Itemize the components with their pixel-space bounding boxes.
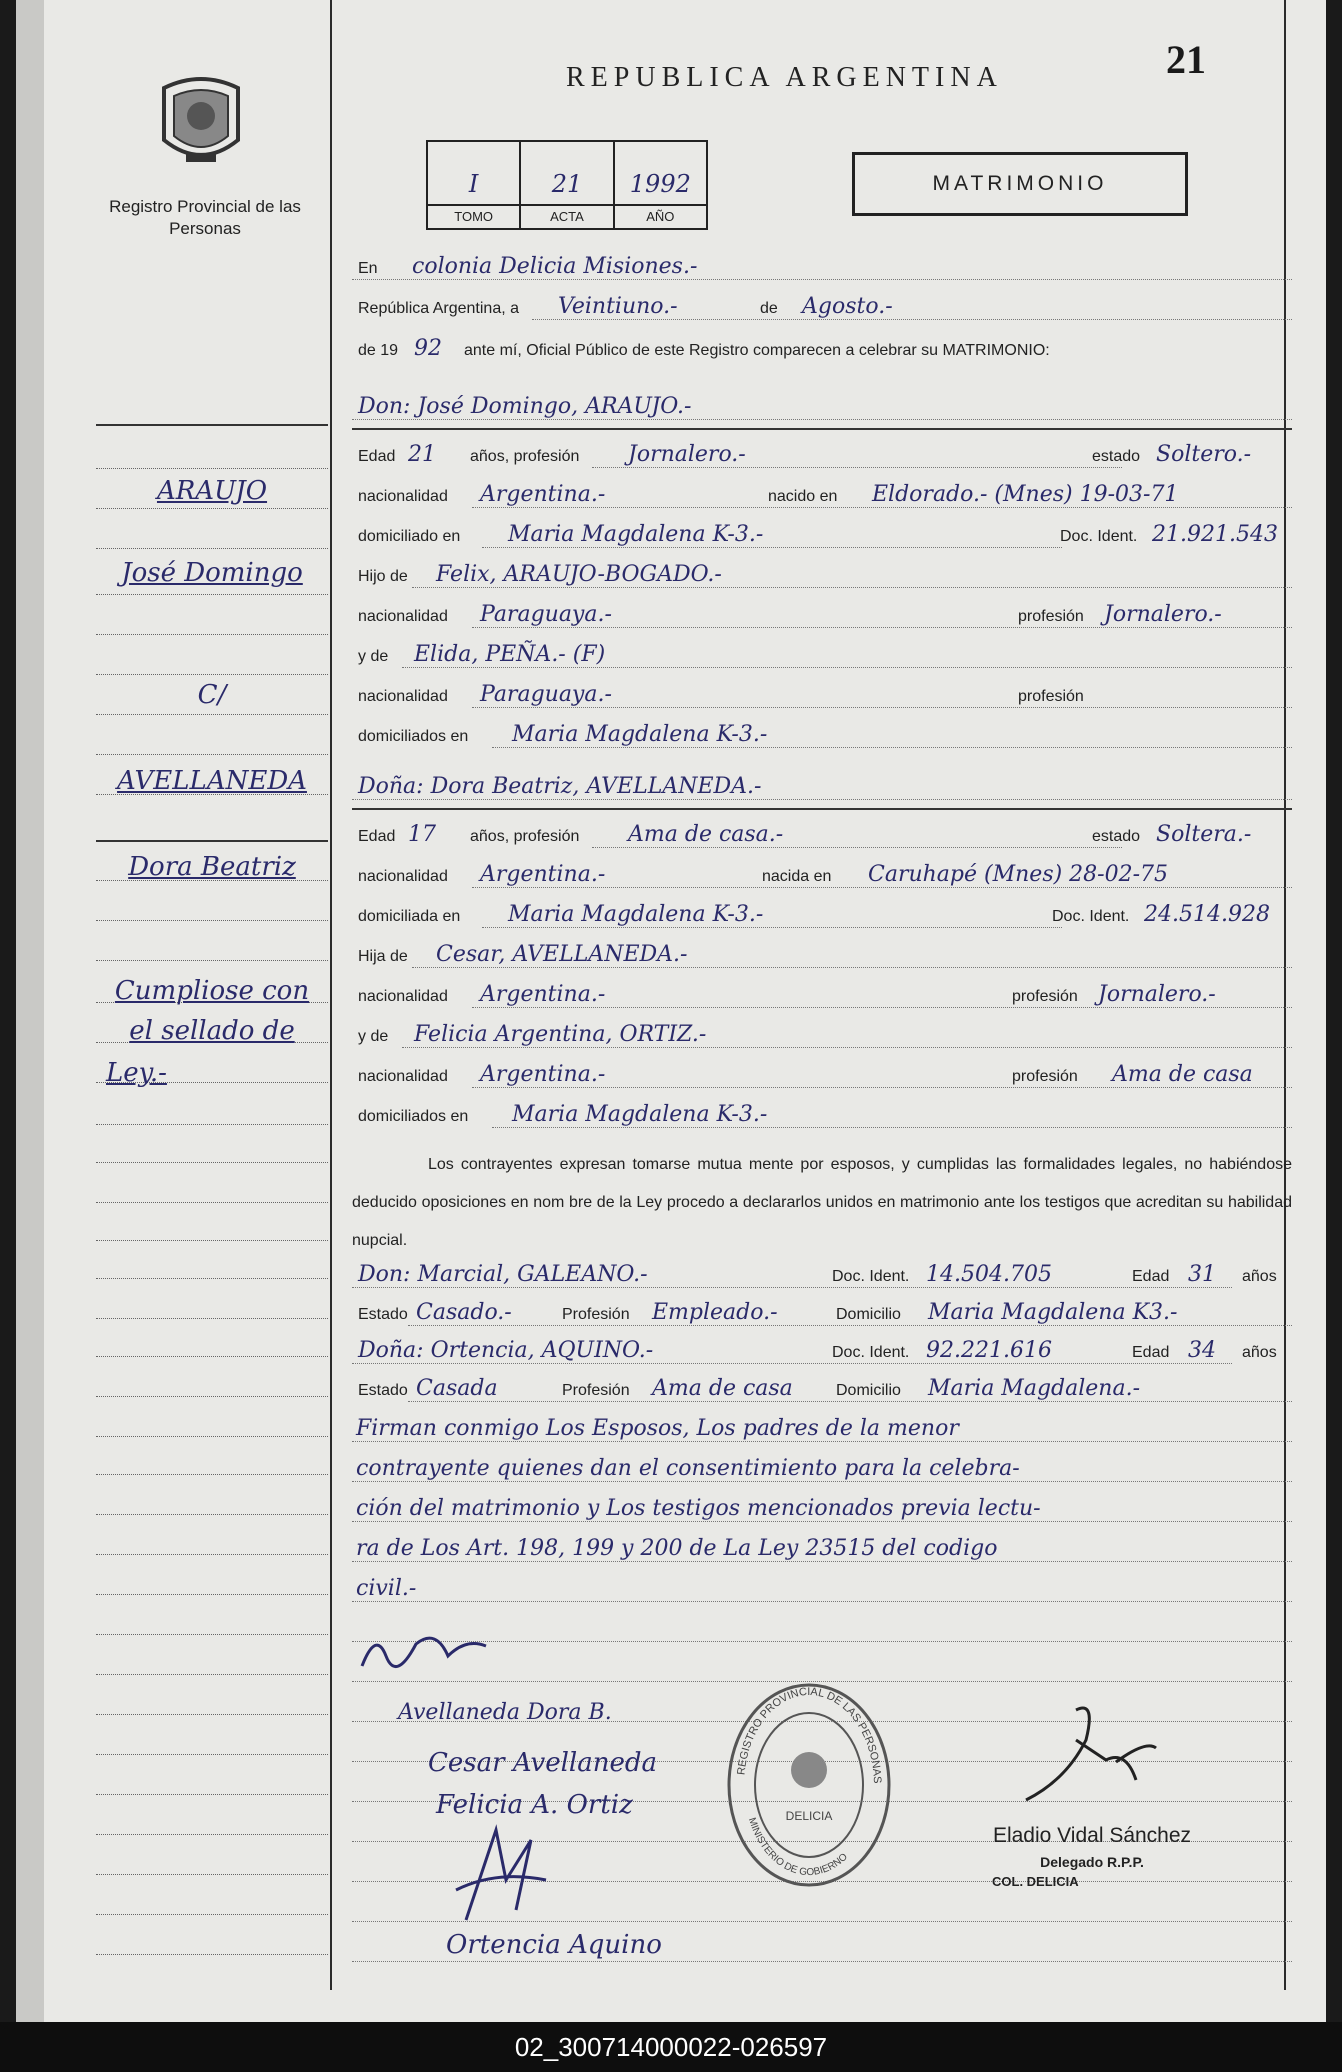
acta-label: ACTA: [521, 204, 612, 228]
row-bride-name: [352, 772, 1292, 802]
signature-official-icon: [1006, 1700, 1166, 1820]
margin-note-2: el sellado de: [129, 1016, 295, 1046]
bride-state: Soltera.-: [1156, 822, 1252, 847]
bride-nationality: Argentina.-: [480, 862, 606, 887]
groom-born-label: nacido en: [768, 488, 838, 505]
witness1-age: 31: [1188, 1262, 1216, 1287]
witness2-domicile: Maria Magdalena.-: [928, 1376, 1140, 1401]
witness2-doc: 92.221.616: [926, 1338, 1052, 1363]
witness2-profession: Ama de casa: [652, 1376, 793, 1401]
anio-label: AÑO: [615, 204, 706, 228]
tomo-label: TOMO: [428, 204, 519, 228]
groom-father-nat-label: nacionalidad: [358, 608, 448, 625]
bride-prof-label: años, profesión: [470, 828, 580, 845]
bride-nat-label: nacionalidad: [358, 868, 448, 885]
groom-domicile: Maria Magdalena K-3.-: [508, 522, 764, 547]
groom-father-prof: Jornalero.-: [1104, 602, 1222, 627]
margin-note-3: Ley.-: [106, 1058, 167, 1088]
official-block: [972, 1824, 1212, 1889]
registry-name: Registro Provincial de las Personas: [109, 197, 301, 238]
bride-mother-label: y de: [358, 1028, 389, 1045]
closing-line-2: contrayente quienes dan el consentimiento para la celebra-: [356, 1456, 1020, 1481]
signature-bride: Avellaneda Dora B.: [398, 1700, 612, 1725]
anio-value: 1992: [629, 170, 691, 198]
tomo-value: I: [468, 170, 479, 198]
witness1-profession: Empleado.-: [652, 1300, 778, 1325]
row-place: [352, 252, 1292, 282]
groom-father: Felix, ARAUJO-BOGADO.-: [436, 562, 722, 587]
row-groom-mother: [352, 640, 1292, 670]
official-office: COL. DELICIA: [992, 1874, 1079, 1889]
row-witness1-name: [352, 1260, 1292, 1290]
row-witness2-name: [352, 1336, 1292, 1366]
folio-number: 21: [1166, 37, 1206, 82]
groom-mother-label: y de: [358, 648, 389, 665]
witness2-state: Casada: [416, 1376, 498, 1401]
row-bride-mother-nat: [352, 1060, 1292, 1090]
margin-note-1: Cumpliose con: [114, 976, 310, 1006]
row-closing-5: [352, 1574, 1292, 1604]
groom-nat-label: nacionalidad: [358, 488, 448, 505]
groom-doc-label: Doc. Ident.: [1060, 528, 1138, 545]
acta-value: 21: [551, 170, 583, 198]
witness1-years-label: años: [1242, 1268, 1277, 1285]
groom-parents-dom-label: domiciliados en: [358, 728, 469, 745]
bride-mother: Felicia Argentina, ORTIZ.-: [414, 1022, 707, 1047]
registration-table: [426, 140, 708, 230]
witness1-age-label: Edad: [1132, 1268, 1170, 1285]
bride-born-label: nacida en: [762, 868, 832, 885]
place-value: colonia Delicia Misiones.-: [412, 254, 698, 279]
bride-parents-dom: Maria Magdalena K-3.-: [512, 1102, 768, 1127]
bride-dom-label: domiciliada en: [358, 908, 461, 925]
bride-father-nat-label: nacionalidad: [358, 988, 448, 1005]
row-closing-4: [352, 1534, 1292, 1564]
bride-doc-label: Doc. Ident.: [1052, 908, 1130, 925]
bride-divider: [352, 808, 1292, 810]
groom-dom-label: domiciliado en: [358, 528, 461, 545]
groom-prof-label: años, profesión: [470, 448, 580, 465]
groom-father-prof-label: profesión: [1018, 608, 1084, 625]
witness1-prof-label: Profesión: [562, 1306, 630, 1323]
bride-state-label: estado: [1092, 828, 1141, 845]
groom-mother-nat: Paraguaya.-: [480, 682, 612, 707]
row-groom-domicile: [352, 520, 1292, 550]
signature-scribble-icon: [356, 1626, 506, 1672]
month-value: Agosto.-: [802, 294, 893, 319]
witness1-name: Don: Marcial, GALEANO.-: [358, 1262, 648, 1287]
witness2-dom-label: Domicilio: [836, 1382, 901, 1399]
groom-doc: 21.921.543: [1152, 522, 1278, 547]
intro-text: ante mí, Oficial Público de este Registro comparecen a celebrar su MATRIMONIO:: [464, 342, 1050, 359]
witness1-state: Casado.-: [416, 1300, 512, 1325]
bride-doc: 24.514.928: [1144, 902, 1270, 927]
official-title: Delegado R.P.P.: [1040, 1854, 1144, 1870]
year-value: 92: [414, 336, 442, 361]
bride-father-nat: Argentina.-: [480, 982, 606, 1007]
closing-line-1: Firman conmigo Los Esposos, Los padres de la menor: [356, 1416, 959, 1441]
margin-connector: C/: [197, 680, 227, 710]
witness1-doc: 14.504.705: [926, 1262, 1052, 1287]
row-groom-name: [352, 392, 1292, 422]
margin-surname-groom: ARAUJO: [156, 476, 268, 506]
groom-profession: Jornalero.-: [628, 442, 746, 467]
margin-given-groom: José Domingo: [121, 558, 303, 588]
margin-given-bride: Dora Beatriz: [128, 852, 296, 882]
row-bride-domicile: [352, 900, 1292, 930]
bride-mother-nat: Argentina.-: [480, 1062, 606, 1087]
bride-domicile: Maria Magdalena K-3.-: [508, 902, 764, 927]
groom-state-label: estado: [1092, 448, 1141, 465]
row-date: [352, 292, 1292, 322]
bride-age: 17: [408, 822, 436, 847]
groom-mother-prof-label: profesión: [1018, 688, 1084, 705]
place-label: En: [358, 260, 378, 277]
record-type-box: MATRIMONIO: [852, 152, 1188, 216]
signature-bride-father: Cesar Avellaneda: [428, 1748, 658, 1778]
row-groom-father: [352, 560, 1292, 590]
row-groom-parents-dom: [352, 720, 1292, 750]
row-closing-3: [352, 1494, 1292, 1524]
row-closing-2: [352, 1454, 1292, 1484]
signature-bride-mother: Felicia A. Ortiz: [436, 1790, 633, 1820]
groom-parents-dom: Maria Magdalena K-3.-: [512, 722, 768, 747]
day-value: Veintiuno.-: [558, 294, 678, 319]
month-label: de: [760, 300, 778, 317]
official-name: Eladio Vidal Sánchez: [992, 1824, 1192, 1847]
tomo-cell: [428, 142, 521, 228]
bride-name: Doña: Dora Beatriz, AVELLANEDA.-: [358, 774, 762, 799]
groom-age-label: Edad: [358, 448, 396, 465]
signature-witness2: Ortencia Aquino: [446, 1930, 662, 1960]
year-label: de 19: [358, 342, 399, 359]
row-closing-1: [352, 1414, 1292, 1444]
row-bride-parents-dom: [352, 1100, 1292, 1130]
bride-parents-dom-label: domiciliados en: [358, 1108, 469, 1125]
witness1-doc-label: Doc. Ident.: [832, 1268, 910, 1285]
page-gutter: [16, 0, 44, 2022]
row-groom-father-nat: [352, 600, 1292, 630]
witness1-dom-label: Domicilio: [836, 1306, 901, 1323]
marriage-record-page: [16, 0, 1326, 2022]
groom-mother: Elida, PEÑA.- (F): [414, 642, 606, 667]
bride-born: Caruhapé (Mnes) 28-02-75: [868, 862, 1169, 887]
groom-father-label: Hijo de: [358, 568, 408, 585]
margin-divider: [330, 0, 332, 1990]
row-bride-mother: [352, 1020, 1292, 1050]
witness2-name: Doña: Ortencia, AQUINO.-: [358, 1338, 654, 1363]
row-groom-nationality: [352, 480, 1292, 510]
row-witness1-details: [352, 1298, 1292, 1328]
margin-surname-bride: AVELLANEDA: [117, 766, 307, 796]
groom-divider: [352, 428, 1292, 430]
bride-father-prof-label: profesión: [1012, 988, 1078, 1005]
witness1-domicile: Maria Magdalena K3.-: [928, 1300, 1178, 1325]
bride-age-label: Edad: [358, 828, 396, 845]
witness2-prof-label: Profesión: [562, 1382, 630, 1399]
stamp-bottom-text: MINISTERIO DE GOBIERNO: [745, 1816, 850, 1879]
closing-line-3: ción del matrimonio y Los testigos mencionados previa lectu-: [356, 1496, 1041, 1521]
witness1-state-label: Estado: [358, 1306, 408, 1323]
closing-line-5: civil.-: [356, 1576, 417, 1601]
groom-mother-nat-label: nacionalidad: [358, 688, 448, 705]
row-groom-mother-nat: [352, 680, 1292, 710]
groom-born: Eldorado.- (Mnes) 19-03-71: [872, 482, 1179, 507]
witness2-doc-label: Doc. Ident.: [832, 1344, 910, 1361]
witness2-age: 34: [1188, 1338, 1216, 1363]
groom-nationality: Argentina.-: [480, 482, 606, 507]
declaration-text: Los contrayentes expresan tomarse mutua mente por esposos, y cumplidas las formalidades legales, no habiéndose deducido oposiciones en nom bre de la Ley procedo a declararlos unidos en matrimonio ante los testigos que acreditan su habilidad nupcial.: [352, 1156, 1292, 1249]
witness2-age-label: Edad: [1132, 1344, 1170, 1361]
row-bride-father: [352, 940, 1292, 970]
bride-mother-prof-label: profesión: [1012, 1068, 1078, 1085]
republic-label: República Argentina, a: [358, 300, 519, 317]
groom-father-nat: Paraguaya.-: [480, 602, 612, 627]
acta-cell: [521, 142, 614, 228]
row-bride-father-nat: [352, 980, 1292, 1010]
groom-name: Don: José Domingo, ARAUJO.-: [358, 394, 692, 419]
bride-father: Cesar, AVELLANEDA.-: [436, 942, 688, 967]
groom-state: Soltero.-: [1156, 442, 1252, 467]
witness2-state-label: Estado: [358, 1382, 408, 1399]
bride-profession: Ama de casa.-: [628, 822, 784, 847]
country-title: REPUBLICA ARGENTINA: [566, 62, 1003, 93]
groom-age: 21: [408, 442, 436, 467]
witness2-years-label: años: [1242, 1344, 1277, 1361]
row-witness2-details: [352, 1374, 1292, 1404]
closing-line-4: ra de Los Art. 198, 199 y 200 de La Ley 23515 del codigo: [356, 1536, 998, 1561]
bride-mother-nat-label: nacionalidad: [358, 1068, 448, 1085]
bride-mother-prof: Ama de casa: [1112, 1062, 1253, 1087]
bride-father-label: Hija de: [358, 948, 408, 965]
anio-cell: [615, 142, 706, 228]
stamp-center-text: DELICIA: [785, 1809, 833, 1823]
official-stamp-icon: [724, 1680, 894, 1890]
row-year: [352, 334, 1292, 364]
row-bride-nationality: [352, 860, 1292, 890]
signature-witness1-icon: [436, 1820, 556, 1930]
row-groom-age: [352, 440, 1292, 470]
stamp-outer-text: REGISTRO PROVINCIAL DE LAS PERSONAS: [735, 1685, 884, 1784]
row-bride-age: [352, 820, 1292, 850]
bride-father-prof: Jornalero.-: [1098, 982, 1216, 1007]
document-id-bar: 02_300714000022-026597: [0, 2022, 1342, 2072]
misiones-coat-of-arms-icon: [156, 70, 246, 180]
